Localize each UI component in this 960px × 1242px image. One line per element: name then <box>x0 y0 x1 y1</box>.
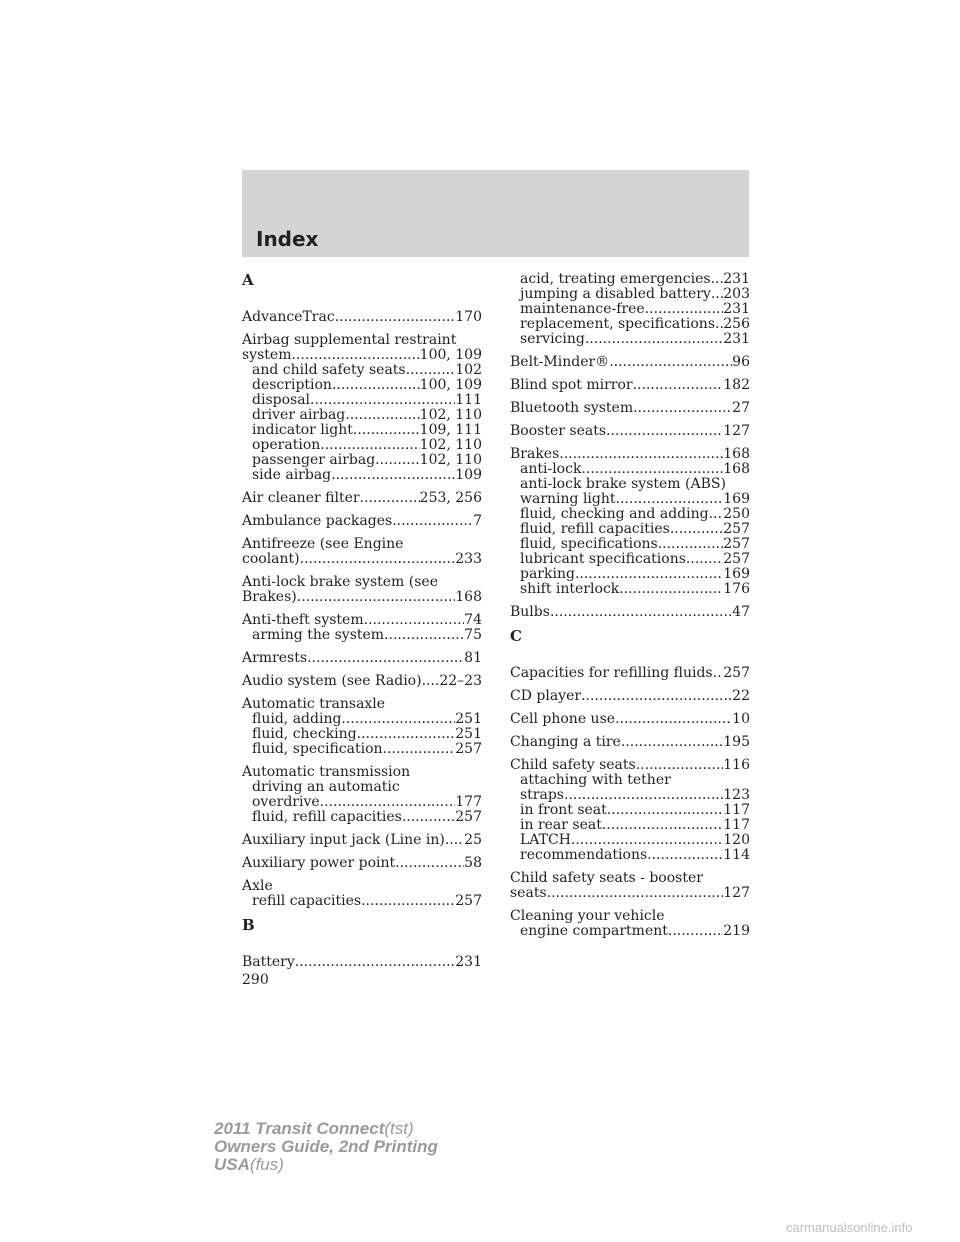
page-ref: 100, 109 <box>419 348 482 363</box>
sub-entry: overdrive ..... 177 <box>242 795 482 810</box>
index-entry-cd-player: CD player ..... 22 <box>510 689 750 704</box>
sub-entry: engine compartment ..... 219 <box>510 924 750 939</box>
index-entry-beltminder: Belt-Minder® ..... 96 <box>510 355 750 370</box>
index-entry-bulbs: Bulbs ..... 47 <box>510 605 750 620</box>
sub-entry: arming the system ..... 75 <box>242 628 482 643</box>
index-entry-airbag: Airbag supplemental restraint system ..... 100, 109 and child safety seats ..... 102 description ..... 100, 109 disposal ..... 111 driver airbag ..... 102, 110 indicator light ..... 109, 111 operation ..... 102, 110 passenger airbag ..... 102, 110 side airbag ..... 109 <box>242 333 482 483</box>
sub-entry: driver airbag ..... 102, 110 <box>242 408 482 423</box>
sub-entry: LATCH ..... 120 <box>510 833 750 848</box>
section-letter-c: C <box>510 627 522 645</box>
index-entry-transaxle: Automatic transaxle fluid, adding ..... 251 fluid, checking ..... 251 fluid, specification ..... 257 <box>242 697 482 757</box>
sub-entry: lubricant specifications ..... 257 <box>510 552 750 567</box>
index-entry-audio: Audio system (see Radio) ..... 22–23 <box>242 674 482 689</box>
sub-entry: jumping a disabled battery ..... 203 <box>510 287 750 302</box>
sub-entry: acid, treating emergencies ..... 231 <box>510 272 750 287</box>
sub-entry: passenger airbag ..... 102, 110 <box>242 453 482 468</box>
sub-entry: disposal ..... 111 <box>242 393 482 408</box>
sub-entry: fluid, refill capacities ..... 257 <box>510 522 750 537</box>
index-entry-axle: Axle refill capacities ..... 257 <box>242 879 482 909</box>
index-entry-cell-phone: Cell phone use ..... 10 <box>510 712 750 727</box>
index-entry-child-seats: Child safety seats ..... 116 attaching with tether straps ..... 123 in front seat ..... 117 in rear seat ..... 117 LATCH ..... 120 recommendations ..... 114 <box>510 758 750 863</box>
index-entry-battery: Battery ..... 231 <box>242 955 482 970</box>
sub-entry: in front seat ..... 117 <box>510 803 750 818</box>
section-letter-b: B <box>242 916 255 934</box>
sub-entry: shift interlock ..... 176 <box>510 582 750 597</box>
index-entry-cleaning: Cleaning your vehicle engine compartment ..... 219 <box>510 909 750 939</box>
index-entry-armrests: Armrests ..... 81 <box>242 651 482 666</box>
index-entry-brakes: Brakes ..... 168 anti-lock ..... 168 anti-lock brake system (ABS) warning light ..... 169 fluid, checking and adding ..... 250 fluid, refill capacities ..... 257 fluid, specifications ..... 257 lubricant specifications ..... 257 parking ..... 169 shift interlock ..... 176 <box>510 447 750 597</box>
index-entry-antilock: Anti-lock brake system (see Brakes) ..... 168 <box>242 575 482 605</box>
sub-entry: straps ..... 123 <box>510 788 750 803</box>
index-entry-ambulance: Ambulance packages ..... 7 <box>242 514 482 529</box>
sub-entry: refill capacities ..... 257 <box>242 894 482 909</box>
sub-entry: fluid, adding ..... 251 <box>242 712 482 727</box>
sub-entry: fluid, specifications ..... 257 <box>510 537 750 552</box>
index-entry-aux-input: Auxiliary input jack (Line in) ..... 25 <box>242 833 482 848</box>
index-column-left <box>242 272 482 978</box>
index-entry-transmission: Automatic transmission driving an automatic overdrive ..... 177 fluid, refill capacities ..... 257 <box>242 765 482 825</box>
sub-entry: fluid, checking and adding ..... 250 <box>510 507 750 522</box>
sub-entry: parking ..... 169 <box>510 567 750 582</box>
index-entry-battery-continued <box>510 272 750 347</box>
index-entry-air-cleaner: Air cleaner filter ..... 253, 256 <box>242 491 482 506</box>
index-entry-child-booster: Child safety seats - booster seats ..... 127 <box>510 871 750 901</box>
document-footer: 2011 Transit Connect(tst) Owners Guide, 2nd Printing USA(fus) <box>214 1119 438 1174</box>
sub-entry: fluid, checking ..... 251 <box>242 727 482 742</box>
page-number: 290 <box>242 972 269 988</box>
index-entry-capacities: Capacities for refilling fluids ..... 257 <box>510 666 750 681</box>
index-entry-booster: Booster seats ..... 127 <box>510 424 750 439</box>
sub-entry: replacement, specifications ..... 256 <box>510 317 750 332</box>
sub-entry: servicing ..... 231 <box>510 332 750 347</box>
index-entry-antifreeze: Antifreeze (see Engine coolant) ..... 233 <box>242 537 482 567</box>
sub-entry: anti-lock ..... 168 <box>510 462 750 477</box>
page-ref: 170 <box>455 310 482 325</box>
header-band <box>242 170 749 257</box>
sub-entry: operation ..... 102, 110 <box>242 438 482 453</box>
sub-entry: recommendations ..... 114 <box>510 848 750 863</box>
sub-entry: description ..... 100, 109 <box>242 378 482 393</box>
sub-entry: maintenance-free ..... 231 <box>510 302 750 317</box>
index-entry-changing-tire: Changing a tire ..... 195 <box>510 735 750 750</box>
sub-entry: indicator light ..... 109, 111 <box>242 423 482 438</box>
sub-entry: fluid, specification ..... 257 <box>242 742 482 757</box>
section-letter-a: A <box>242 271 254 289</box>
sub-entry: in rear seat ..... 117 <box>510 818 750 833</box>
page-title: Index <box>256 227 319 251</box>
sub-entry: fluid, refill capacities ..... 257 <box>242 810 482 825</box>
index-entry-aux-power: Auxiliary power point ..... 58 <box>242 856 482 871</box>
index-entry-blind-spot: Blind spot mirror ..... 182 <box>510 378 750 393</box>
sub-entry: warning light ..... 169 <box>510 492 750 507</box>
sub-entry: and child safety seats ..... 102 <box>242 363 482 378</box>
watermark: carmanualsonline.info <box>786 1220 913 1235</box>
index-column-right <box>510 272 750 947</box>
sub-entry: side airbag ..... 109 <box>242 468 482 483</box>
index-entry-antitheft: Anti-theft system ..... 74 arming the system ..... 75 <box>242 613 482 643</box>
index-entry-bluetooth: Bluetooth system ..... 27 <box>510 401 750 416</box>
index-entry-advancetrac: AdvanceTrac ..... 170 <box>242 310 482 325</box>
